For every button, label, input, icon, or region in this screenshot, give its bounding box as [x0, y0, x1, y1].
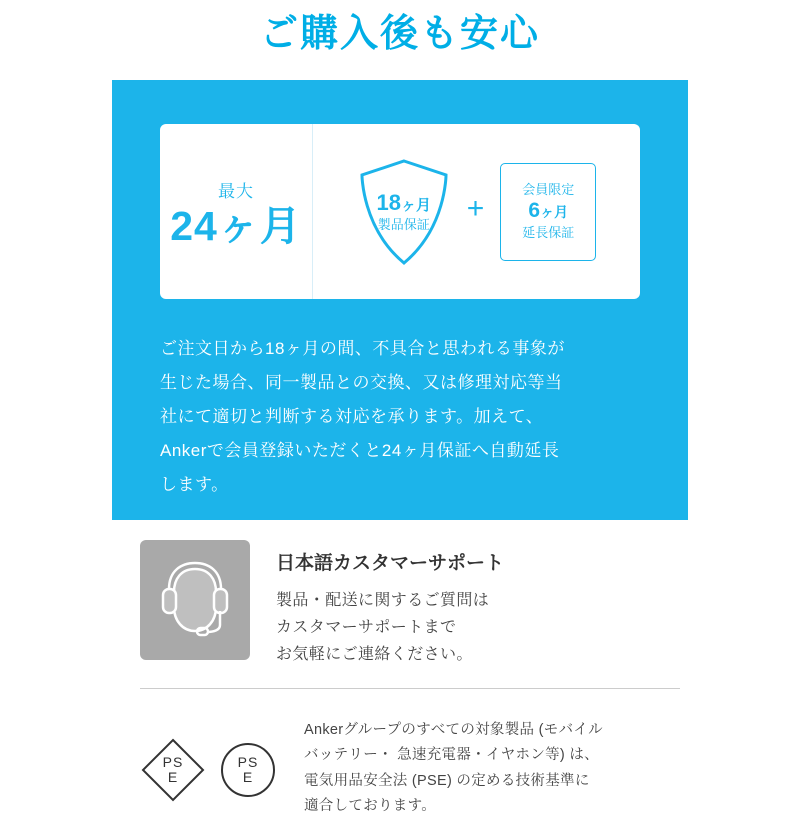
extension-line3: 延長保証 — [522, 224, 575, 240]
warranty-max-block — [160, 124, 313, 299]
pse-circle-line2: E — [242, 768, 254, 785]
headset-person-icon — [140, 540, 250, 660]
page-title: ご購入後も安心 — [259, 13, 540, 55]
support-section — [140, 540, 680, 669]
pse-circle-line1: PS — [237, 754, 259, 771]
pse-line: 電気用品安全法 (PSE) の定める技術基準に — [304, 772, 590, 789]
warranty-description-line: します。 — [160, 475, 229, 494]
pse-section — [140, 710, 700, 820]
support-text-block — [276, 540, 504, 669]
warranty-card — [160, 124, 640, 299]
shield-icon — [357, 158, 451, 266]
plus-sign: + — [466, 191, 485, 225]
pse-diamond-line1: PS — [162, 754, 184, 771]
support-line: カスタマーサポートまで — [276, 619, 457, 637]
warranty-description-line: Ankerで会員登録いただくと24ヶ月保証へ自動延長 — [160, 441, 560, 460]
extension-value: 6 — [528, 199, 541, 223]
warranty-description — [160, 332, 652, 502]
extension-unit: ヶ月 — [540, 204, 569, 221]
shield-caption: 製品保証 — [377, 217, 430, 233]
pse-circle-icon — [220, 742, 276, 798]
pse-line: 適合しております。 — [304, 798, 437, 815]
pse-diamond-icon — [140, 737, 206, 803]
warranty-description-line: ご注文日から18ヶ月の間、不具合と思われる事象が — [160, 339, 565, 358]
section-divider — [140, 688, 680, 689]
shield-unit: ヶ月 — [400, 196, 431, 214]
support-title: 日本語カスタマーサポート — [276, 553, 505, 574]
warranty-description-line: 生じた場合、同一製品との交換、又は修理対応等当 — [160, 373, 563, 392]
warranty-breakdown — [313, 124, 640, 299]
warranty-panel — [112, 80, 688, 520]
support-line: お気軽にご連絡ください。 — [276, 646, 473, 664]
warranty-max-label: 最大 — [218, 181, 254, 201]
pse-marks — [140, 710, 276, 820]
extension-line1: 会員限定 — [522, 182, 575, 198]
pse-diamond-line2: E — [167, 768, 179, 785]
warranty-max-value: 24ヶ月 — [170, 202, 302, 249]
warranty-description-line: 社にて適切と判断する対応を承ります。加えて、 — [160, 407, 544, 426]
shield-value: 18 — [376, 189, 401, 215]
support-line: 製品・配送に関するご質問は — [276, 592, 490, 609]
extension-box — [500, 163, 596, 261]
pse-text-block — [304, 710, 603, 820]
pse-line: Ankerグループのすべての対象製品 (モバイル — [304, 722, 603, 738]
pse-line: バッテリー・ 急速充電器・イヤホン等) は、 — [304, 747, 599, 764]
